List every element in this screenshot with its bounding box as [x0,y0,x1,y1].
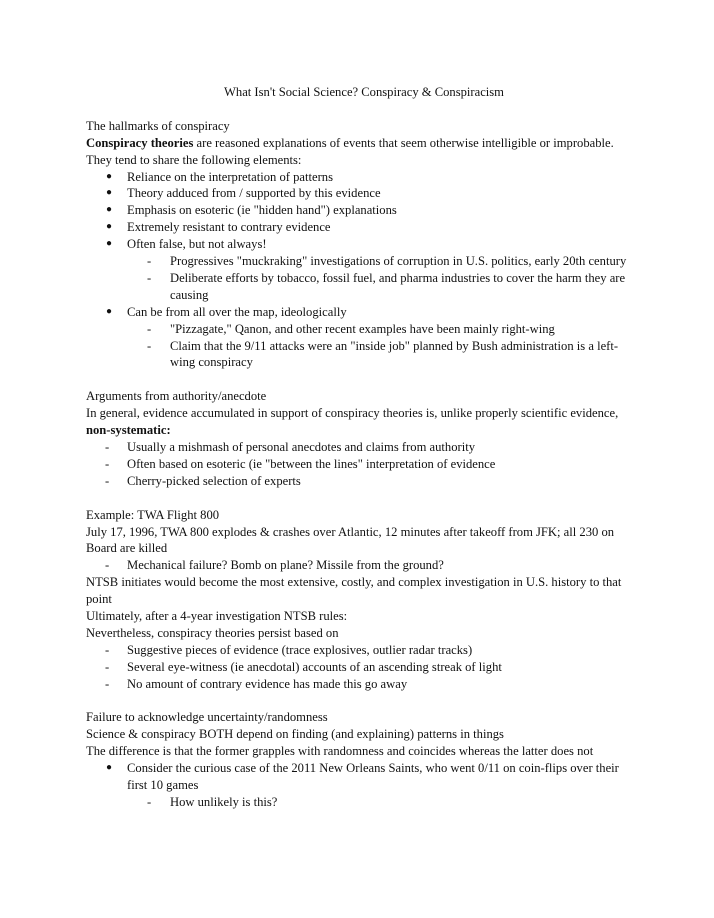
section-heading: Failure to acknowledge uncertainty/randomness [86,710,328,725]
list-item-text: Cherry-picked selection of experts [127,473,301,488]
list-item [86,676,642,693]
list-item-text: Reliance on the interpretation of patterns [127,169,333,184]
dash-marker: - [105,440,110,454]
dash-marker: - [147,270,152,285]
dash-marker: - [105,456,110,471]
paragraph-text: are reasoned explanations of events that seem otherwise intelligible or improbable. They tend to share the following elements: [86,135,614,167]
dash-list [86,439,642,490]
list-item-text: Can be from all over the map, ideologically [127,304,347,319]
dash-marker: - [147,254,152,269]
list-item [86,760,642,794]
list-item [86,202,642,219]
list-item [86,304,642,321]
list-item [86,236,642,253]
bullet-marker: ● [106,187,113,199]
sub-list-item [86,253,642,270]
paragraph [86,135,642,169]
dash-marker: - [105,659,110,674]
section-heading: Example: TWA Flight 800 [86,507,220,522]
list-item-text: Often based on esoteric (ie "between the lines" interpretation of evidence [127,456,496,471]
bullet-marker: ● [106,204,113,216]
list-item-text: Emphasis on esoteric (ie "hidden hand") explanations [127,203,397,218]
bullet-list [86,760,642,811]
spacer [86,490,642,507]
list-item [86,439,642,456]
spacer [86,371,642,388]
list-item-text: How unlikely is this? [170,795,278,809]
spacer [86,693,642,710]
list-item-text: Deliberate efforts by tobacco, fossil fuel, and pharma industries to cover the harm they are causing [170,270,626,302]
list-item-text: "Pizzagate," Qanon, and other recent examples have been mainly right-wing [170,321,555,336]
paragraph [86,405,642,439]
bullet-marker: ● [106,305,113,317]
bold-term: Conspiracy theories [86,135,194,150]
paragraph: Nevertheless, conspiracy theories persist based on [86,625,339,640]
paragraph: Ultimately, after a 4-year investigation NTSB rules: [86,609,348,624]
bullet-marker: ● [106,170,113,182]
dash-marker: - [105,642,110,657]
bold-term: non-systematic: [86,423,171,438]
section-heading: Arguments from authority/anecdote [86,389,267,404]
dash-marker: - [105,558,110,573]
dash-marker: - [147,795,152,809]
bullet-list [86,169,642,372]
list-item-text: Extremely resistant to contrary evidence [127,220,331,235]
document-page [86,84,642,811]
paragraph: NTSB initiates would become the most extensive, costly, and complex investigation in U.S. history to that point [86,575,622,607]
bullet-marker: ● [106,221,113,233]
list-item-text: Mechanical failure? Bomb on plane? Missile from the ground? [127,558,444,573]
sub-list-item [86,321,642,338]
sub-list-item [86,338,642,372]
list-item-text: Consider the curious case of the 2011 New Orleans Saints, who went 0/11 on coin-flips over their first 10 games [127,761,619,793]
spacer [86,101,642,118]
section-heading: The hallmarks of conspiracy [86,118,230,133]
list-item [86,473,642,490]
dash-marker: - [105,473,110,488]
paragraph-text: In general, evidence accumulated in support of conspiracy theories is, unlike properly scientific evidence, [86,406,619,421]
paragraph: Science & conspiracy BOTH depend on finding (and explaining) patterns in things [86,727,504,742]
dash-list [86,557,642,574]
dash-marker: - [147,338,152,353]
bullet-marker: ● [106,238,113,250]
dash-marker: - [105,676,110,691]
sub-list-item [86,270,642,304]
list-item-text: Claim that the 9/11 attacks were an "inside job" planned by Bush administration is a left-wing conspiracy [170,338,619,370]
bullet-marker: ● [106,762,113,774]
list-item [86,659,642,676]
paragraph: The difference is that the former grapples with randomness and coincides whereas the latter does not [86,744,594,759]
list-item-text: Progressives "muckraking" investigations of corruption in U.S. politics, early 20th century [170,254,627,269]
list-item [86,557,642,574]
dash-list [86,642,642,693]
list-item [86,642,642,659]
document-title: What Isn't Social Science? Conspiracy & Conspiracism [224,85,504,99]
sub-list-item [86,794,642,811]
list-item [86,185,642,202]
dash-marker: - [147,321,152,336]
list-item [86,219,642,236]
list-item-text: Usually a mishmash of personal anecdotes and claims from authority [127,440,475,454]
list-item-text: No amount of contrary evidence has made this go away [127,676,408,691]
list-item [86,169,642,186]
list-item-text: Theory adduced from / supported by this evidence [127,186,381,201]
list-item-text: Suggestive pieces of evidence (trace explosives, outlier radar tracks) [127,642,473,657]
paragraph: July 17, 1996, TWA 800 explodes & crashes over Atlantic, 12 minutes after takeoff from JFK; all 230 on Board are killed [86,524,615,556]
list-item-text: Several eye-witness (ie anecdotal) accounts of an ascending streak of light [127,659,502,674]
list-item [86,456,642,473]
list-item-text: Often false, but not always! [127,237,267,252]
